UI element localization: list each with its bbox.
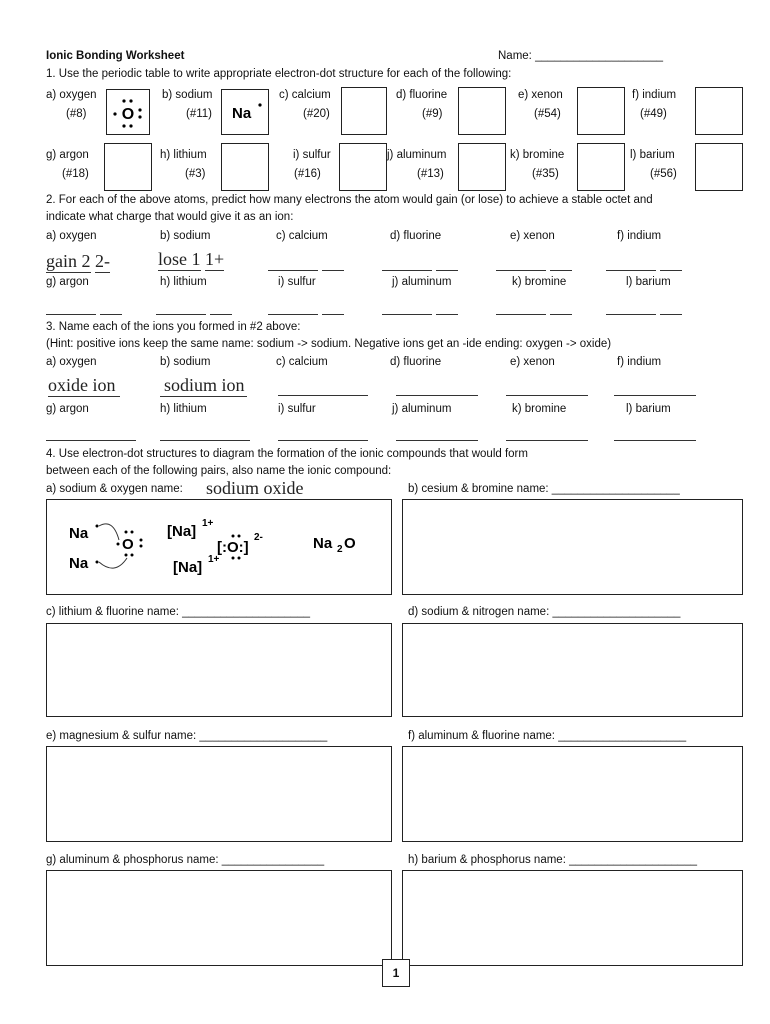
q3-label: h) lithium [160, 403, 207, 415]
q2-blank[interactable] [322, 314, 344, 315]
q1-label: b) sodium [162, 89, 213, 101]
q4-diagram-box-h[interactable] [402, 870, 743, 966]
q3-blank[interactable] [396, 440, 478, 441]
q3-blank[interactable] [614, 440, 696, 441]
q2-blank[interactable] [46, 314, 96, 315]
q2-prompt-line1: 2. For each of the above atoms, predict how many electrons the atom would gain (or lose) to achieve a stable octet and [46, 194, 653, 206]
worksheet-title: Ionic Bonding Worksheet [46, 50, 185, 62]
q2-blank[interactable] [322, 270, 344, 271]
q2-answer-a-charge: 2- [95, 251, 110, 271]
q1-number: (#11) [186, 108, 212, 120]
q4-prompt-line1: 4. Use electron-dot structures to diagram the formation of the ionic compounds that would form [46, 448, 528, 460]
q3-blank[interactable] [46, 440, 136, 441]
q3-label: g) argon [46, 403, 89, 415]
q3-answer-b[interactable] [160, 375, 247, 397]
oxygen-dot-structure [107, 90, 149, 134]
q2-blank[interactable] [156, 314, 206, 315]
q1-number: (#56) [650, 168, 677, 180]
q4-pair-label[interactable]: b) cesium & bromine name: ____________________ [408, 483, 680, 495]
oxide-charge: 2- [254, 532, 263, 543]
sodium-oxide-diagram [47, 500, 391, 594]
q2-answer-b-charge: 1+ [205, 249, 225, 269]
q2-label: h) lithium [160, 276, 207, 288]
na-atom-1: Na [69, 525, 89, 542]
q1-number: (#18) [62, 168, 89, 180]
q3-label: a) oxygen [46, 356, 97, 368]
q1-number: (#8) [66, 108, 87, 120]
q2-blank[interactable] [268, 314, 318, 315]
q2-label: g) argon [46, 276, 89, 288]
q3-blank[interactable] [160, 440, 250, 441]
q2-blank[interactable] [436, 270, 458, 271]
na-ion-charge-1: 1+ [202, 518, 214, 529]
q4-diagram-box-f[interactable] [402, 746, 743, 842]
sodium-dot-structure [222, 90, 268, 134]
q2-answer-b-count: lose 1 [158, 249, 201, 269]
q2-blank[interactable] [496, 270, 546, 271]
q4-diagram-box-g[interactable] [46, 870, 392, 966]
q2-label: b) sodium [160, 230, 211, 242]
q3-blank[interactable] [278, 440, 368, 441]
q3-label: d) fluorine [390, 356, 442, 368]
q4-answer-a-text: sodium oxide [202, 478, 308, 500]
q3-blank[interactable] [396, 395, 478, 396]
formula-o: O [344, 535, 356, 552]
q2-prompt-line2: indicate what charge that would give it as an ion: [46, 211, 294, 223]
q1-label: a) oxygen [46, 89, 97, 101]
q2-answer-a-count: gain 2 [46, 251, 91, 271]
q1-number: (#16) [294, 168, 321, 180]
q4-diagram-box-b[interactable] [402, 499, 743, 595]
q2-blank[interactable] [660, 270, 682, 271]
q2-blank[interactable] [496, 314, 546, 315]
q2-label: i) sulfur [278, 276, 316, 288]
element-symbol: O [121, 106, 135, 123]
q3-prompt-line2: (Hint: positive ions keep the same name: sodium -> sodium. Negative ions get an -ide ending: oxygen -> oxide) [46, 338, 612, 350]
na-ion-1: [Na] [167, 523, 197, 540]
q2-label: c) calcium [276, 230, 328, 242]
q2-blank[interactable] [268, 270, 318, 271]
q2-answer-gain[interactable] [46, 251, 110, 273]
q4-pair-label[interactable]: d) sodium & nitrogen name: ____________________ [408, 606, 681, 618]
q1-number: (#3) [185, 168, 206, 180]
q2-blank[interactable] [210, 314, 232, 315]
na-ion-2: [Na] [173, 559, 203, 576]
q1-answer-box[interactable] [221, 89, 269, 135]
q3-prompt-line1: 3. Name each of the ions you formed in #2 above: [46, 321, 301, 333]
q3-label: b) sodium [160, 356, 211, 368]
q1-number: (#49) [640, 108, 667, 120]
formula-subscript: 2 [337, 544, 343, 555]
q4-diagram-box-d[interactable] [402, 623, 743, 717]
q1-prompt: 1. Use the periodic table to write appropriate electron-dot structure for each of the following: [46, 68, 512, 80]
na-ion-charge-2: 1+ [208, 554, 220, 565]
q3-blank[interactable] [278, 395, 368, 396]
q2-blank[interactable] [436, 314, 458, 315]
q1-number: (#9) [422, 108, 443, 120]
q4-prompt-line2: between each of the following pairs, also name the ionic compound: [46, 465, 392, 477]
q3-label: e) xenon [510, 356, 555, 368]
q2-label: l) barium [626, 276, 671, 288]
q1-answer-box[interactable] [695, 143, 743, 191]
q1-answer-box[interactable] [106, 89, 150, 135]
q2-label: d) fluorine [390, 230, 442, 242]
q2-label: k) bromine [512, 276, 567, 288]
q3-blank[interactable] [614, 395, 696, 396]
q1-number: (#13) [417, 168, 444, 180]
q3-label: c) calcium [276, 356, 328, 368]
o-atom: O [122, 536, 134, 553]
q2-label: f) indium [617, 230, 662, 242]
q3-label: f) indium [617, 356, 662, 368]
q3-blank[interactable] [506, 440, 588, 441]
q1-answer-box[interactable] [577, 143, 625, 191]
q4-diagram-box-e[interactable] [46, 746, 392, 842]
q1-answer-box[interactable] [339, 143, 387, 191]
na-atom-2: Na [69, 555, 89, 572]
q1-label: d) fluorine [396, 89, 448, 101]
q1-label: j) aluminum [387, 149, 447, 161]
q1-label: i) sulfur [293, 149, 331, 161]
q1-label: g) argon [46, 149, 89, 161]
q4-pair-label: a) sodium & oxygen name: [46, 483, 183, 495]
q1-answer-box[interactable] [458, 143, 506, 191]
q2-blank[interactable] [606, 314, 656, 315]
q1-answer-box[interactable] [341, 87, 387, 135]
q1-number: (#35) [532, 168, 559, 180]
q1-label: e) xenon [518, 89, 563, 101]
q1-label: f) indium [632, 89, 677, 101]
q4-answer-a[interactable] [202, 478, 308, 500]
q2-blank[interactable] [550, 314, 572, 315]
q2-label: e) xenon [510, 230, 555, 242]
q2-blank[interactable] [382, 270, 432, 271]
q3-label: i) sulfur [278, 403, 316, 415]
page-number: 1 [382, 959, 410, 987]
formula-na: Na [313, 535, 333, 552]
element-symbol: Na [232, 105, 252, 122]
name-field-label[interactable]: Name: ____________________ [498, 50, 663, 62]
q1-answer-box[interactable] [458, 87, 506, 135]
q4-pair-label[interactable]: h) barium & phosphorus name: ____________________ [408, 854, 697, 866]
q2-label: a) oxygen [46, 230, 97, 242]
q1-label: k) bromine [510, 149, 565, 161]
q3-answer-a[interactable] [48, 375, 120, 397]
q3-answer-a-text: oxide ion [48, 375, 120, 397]
q3-blank[interactable] [506, 395, 588, 396]
q1-label: l) barium [630, 149, 675, 161]
q1-number: (#54) [534, 108, 561, 120]
q3-label: l) barium [626, 403, 671, 415]
q4-pair-label[interactable]: c) lithium & fluorine name: ____________________ [46, 606, 311, 618]
q1-number: (#20) [303, 108, 330, 120]
q4-pair-label[interactable]: g) aluminum & phosphorus name: ________________ [46, 854, 325, 866]
q2-blank[interactable] [660, 314, 682, 315]
q4-diagram-box-c[interactable] [46, 623, 392, 717]
q2-blank[interactable] [550, 270, 572, 271]
q2-label: j) aluminum [392, 276, 452, 288]
q1-answer-box[interactable] [104, 143, 152, 191]
q3-label: k) bromine [512, 403, 567, 415]
q1-label: c) calcium [279, 89, 331, 101]
q2-blank[interactable] [606, 270, 656, 271]
q1-answer-box[interactable] [695, 87, 743, 135]
q2-blank[interactable] [100, 314, 122, 315]
q1-answer-box[interactable] [577, 87, 625, 135]
q1-label: h) lithium [160, 149, 207, 161]
q4-pair-label[interactable]: f) aluminum & fluorine name: ____________________ [408, 730, 687, 742]
q1-answer-box[interactable] [221, 143, 269, 191]
oxide-ion: [:O:] [217, 539, 249, 556]
q3-answer-b-text: sodium ion [160, 375, 247, 397]
q3-label: j) aluminum [392, 403, 452, 415]
q2-answer-lose[interactable] [158, 249, 224, 271]
q2-blank[interactable] [382, 314, 432, 315]
q4-pair-label[interactable]: e) magnesium & sulfur name: ____________________ [46, 730, 328, 742]
q4-diagram-box-a[interactable] [46, 499, 392, 595]
